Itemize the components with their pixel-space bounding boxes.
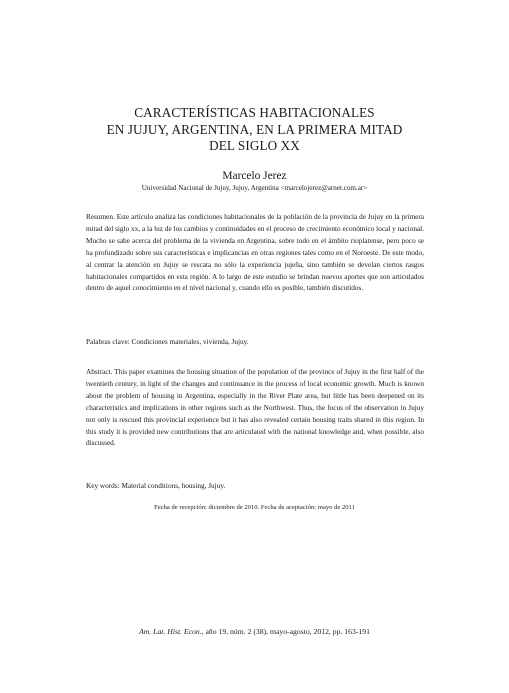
article-title: [60, 105, 449, 155]
author-affiliation: Universidad Nacional de Jujuy, Jujuy, Argentina <marcelojerez@arnet.com.ar>: [141, 184, 368, 192]
title-line: CARACTERÍSTICAS HABITACIONALES: [134, 105, 375, 120]
citation-details: , año 19, núm. 2 (38), mayo-agosto, 2012, pp. 163-191: [201, 627, 370, 636]
resumen-paragraph: Resumen. Este artículo analiza las condiciones habitacionales de la población de la provincia de Jujuy en la primera mitad del siglo xx, a la luz de los cambios y continuidades en el proceso de crecimiento económico local y nacional. Mucho se sabe acerca del problema de la vivienda en Argentina, sobre todo en el ámbito rioplatense, pero poco se ha profundizado sobre sus características e implicancias en otras regiones tales como en el Noroeste. De este modo, al centrar la atención en Jujuy se rescata no sólo la experiencia jujeña, sino también se develan ciertos rasgos habitacionales compartidos en esta región. A lo largo de este estudio se brindan nuevos aportes que son articulados dentro de aquel conocimiento en el nivel nacional y, cuando ello es posible, también discutidos.: [86, 213, 424, 293]
key-words: Key words: Material conditions, housing, Jujuy.: [86, 482, 226, 490]
author-name: Marcelo Jerez: [222, 170, 287, 182]
reception-dates: Fecha de recepción: diciembre de 2010. Fecha de aceptación: mayo de 2011: [154, 504, 355, 511]
title-line: EN JUJUY, ARGENTINA, EN LA PRIMERA MITAD: [106, 121, 403, 137]
journal-citation: [0, 627, 509, 637]
journal-name: Am. Lat. Hist. Econ.: [139, 627, 202, 636]
palabras-clave: Palabras clave: Condiciones materiales, vivienda, Jujuy.: [86, 338, 249, 346]
abstract-paragraph: Abstract. This paper examines the housing situation of the population of the province of Jujuy in the first half of the twentieth century, in light of the changes and continuance in the process of local economic growth. Much is known about the problem of housing in Argentina, especially in the River Plate area, but little has been deepened on its characteristics and implications in other regions such as the Northwest. Thus, the focus of the observation in Jujuy not only is rescued this provincial experience but it has also revealed certain housing traits shared in this region. In this study it is provided new contributions that are articulated with the national knowledge and, when possible, also discussed.: [86, 368, 424, 448]
title-line: DEL SIGLO XX: [209, 138, 300, 153]
